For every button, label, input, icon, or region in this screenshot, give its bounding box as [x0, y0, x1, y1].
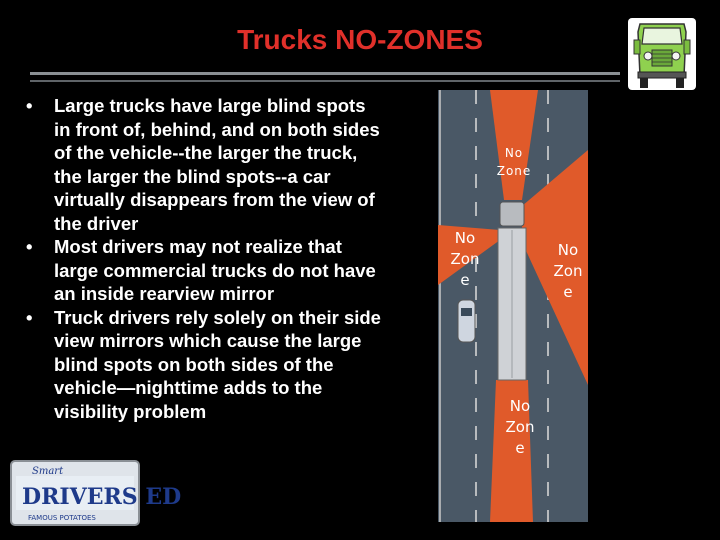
- plate-bottom-text: FAMOUS POTATOES: [28, 514, 96, 522]
- rear-no-zone-label: No Zon e: [505, 397, 535, 457]
- front-no-zone-label: No Zone: [496, 146, 532, 178]
- bullet-text: Truck drivers rely solely on their side view mirrors which cause the large blind spots on both sides of the vehicle—nighttime adds to the visibility problem: [54, 306, 381, 422]
- bullet-item: [26, 235, 386, 306]
- bullet-list: [26, 94, 386, 423]
- car: [458, 300, 475, 342]
- bullet-text: Large trucks have large blind spots in front of, behind, and on both sides of the vehicle--the larger the truck, the larger the blind spots--a car virtually disappears from the view of the driver: [54, 95, 380, 234]
- bullet-dot: •: [26, 306, 33, 328]
- bullet-dot: •: [26, 236, 33, 257]
- title-underline-secondary: [30, 80, 620, 82]
- plate-script: Smart: [32, 466, 64, 477]
- right-no-zone-label: No Zon e: [553, 241, 583, 301]
- truck-icon: [624, 14, 700, 94]
- title-underline: [30, 72, 620, 75]
- bullet-item: [26, 306, 386, 424]
- bullet-text: Most drivers may not realize that large commercial trucks do not have an inside rearview mirror: [54, 236, 376, 304]
- drivers-ed-license-plate-logo: [10, 460, 182, 526]
- left-no-zone-label: No Zon e: [450, 229, 480, 289]
- bullet-item: [26, 94, 386, 235]
- slide-title: Trucks NO-ZONES: [237, 24, 483, 55]
- bullet-dot: •: [26, 95, 33, 116]
- plate-main-text: DRIVERS ED: [22, 484, 182, 510]
- truck-cab: [500, 202, 524, 226]
